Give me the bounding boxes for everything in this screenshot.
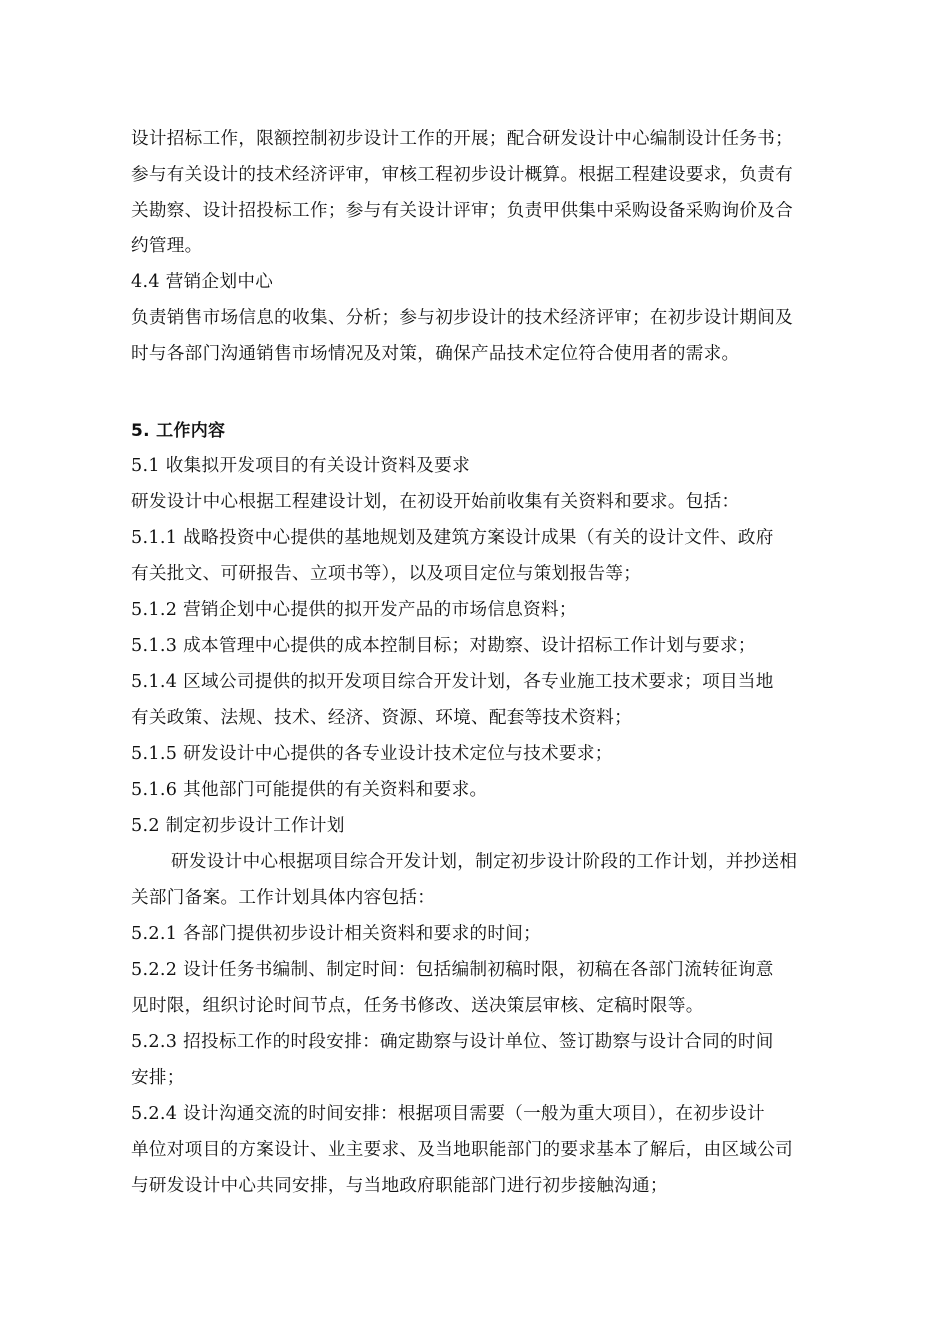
- list-item-line: 5.1.1 战略投资中心提供的基地规划及建筑方案设计成果（有关的设计文件、政府: [131, 528, 774, 548]
- list-item-line: 5.2.2 设计任务书编制、制定时间：包括编制初稿时限，初稿在各部门流转征询意: [131, 960, 774, 980]
- paragraph-line: 研发设计中心根据工程建设计划，在初设开始前收集有关资料和要求。包括：: [131, 492, 740, 512]
- section-heading: 5.1 收集拟开发项目的有关设计资料及要求: [131, 456, 470, 476]
- paragraph-line: 参与有关设计的技术经济评审，审核工程初步设计概算。根据工程建设要求，负责有: [131, 165, 794, 185]
- section-heading: 4.4 营销企划中心: [131, 272, 274, 292]
- list-item-line: 5.1.4 区域公司提供的拟开发项目综合开发计划，各专业施工技术要求；项目当地: [131, 672, 774, 692]
- paragraph-line: 时与各部门沟通销售市场情况及对策，确保产品技术定位符合使用者的需求。: [131, 344, 740, 364]
- list-item-line: 5.2.1 各部门提供初步设计相关资料和要求的时间；: [131, 924, 542, 944]
- list-item-line: 有关政策、法规、技术、经济、资源、环境、配套等技术资料；: [131, 708, 633, 728]
- section-heading: 5.2 制定初步设计工作计划: [131, 816, 345, 836]
- paragraph-line: 关勘察、设计招投标工作；参与有关设计评审；负责甲供集中采购设备采购询价及合: [131, 201, 794, 221]
- list-item-line: 见时限，组织讨论时间节点，任务书修改、送决策层审核、定稿时限等。: [131, 996, 704, 1016]
- list-item-line: 5.1.6 其他部门可能提供的有关资料和要求。: [131, 780, 488, 800]
- chapter-heading: 5. 工作内容: [131, 421, 226, 441]
- paragraph-line: 设计招标工作，限额控制初步设计工作的开展；配合研发设计中心编制设计任务书；: [131, 129, 794, 149]
- list-item-line: 5.1.2 营销企划中心提供的拟开发产品的市场信息资料；: [131, 600, 577, 620]
- paragraph-line: 约管理。: [131, 236, 203, 256]
- paragraph-line: 关部门备案。工作计划具体内容包括：: [131, 888, 436, 908]
- list-item-line: 5.1.3 成本管理中心提供的成本控制目标；对勘察、设计招标工作计划与要求；: [131, 636, 756, 656]
- list-item-line: 有关批文、可研报告、立项书等），以及项目定位与策划报告等；: [131, 564, 642, 584]
- list-item-line: 与研发设计中心共同安排，与当地政府职能部门进行初步接触沟通；: [131, 1176, 668, 1196]
- paragraph-line: 研发设计中心根据项目综合开发计划，制定初步设计阶段的工作计划，并抄送相: [171, 852, 798, 872]
- list-item-line: 安排；: [131, 1068, 185, 1088]
- list-item-line: 5.2.4 设计沟通交流的时间安排：根据项目需要（一般为重大项目），在初步设计: [131, 1104, 765, 1124]
- list-item-line: 单位对项目的方案设计、业主要求、及当地职能部门的要求基本了解后，由区域公司: [131, 1140, 794, 1160]
- paragraph-line: 负责销售市场信息的收集、分析；参与初步设计的技术经济评审；在初步设计期间及: [131, 308, 794, 328]
- list-item-line: 5.2.3 招投标工作的时段安排：确定勘察与设计单位、签订勘察与设计合同的时间: [131, 1032, 774, 1052]
- list-item-line: 5.1.5 研发设计中心提供的各专业设计技术定位与技术要求；: [131, 744, 613, 764]
